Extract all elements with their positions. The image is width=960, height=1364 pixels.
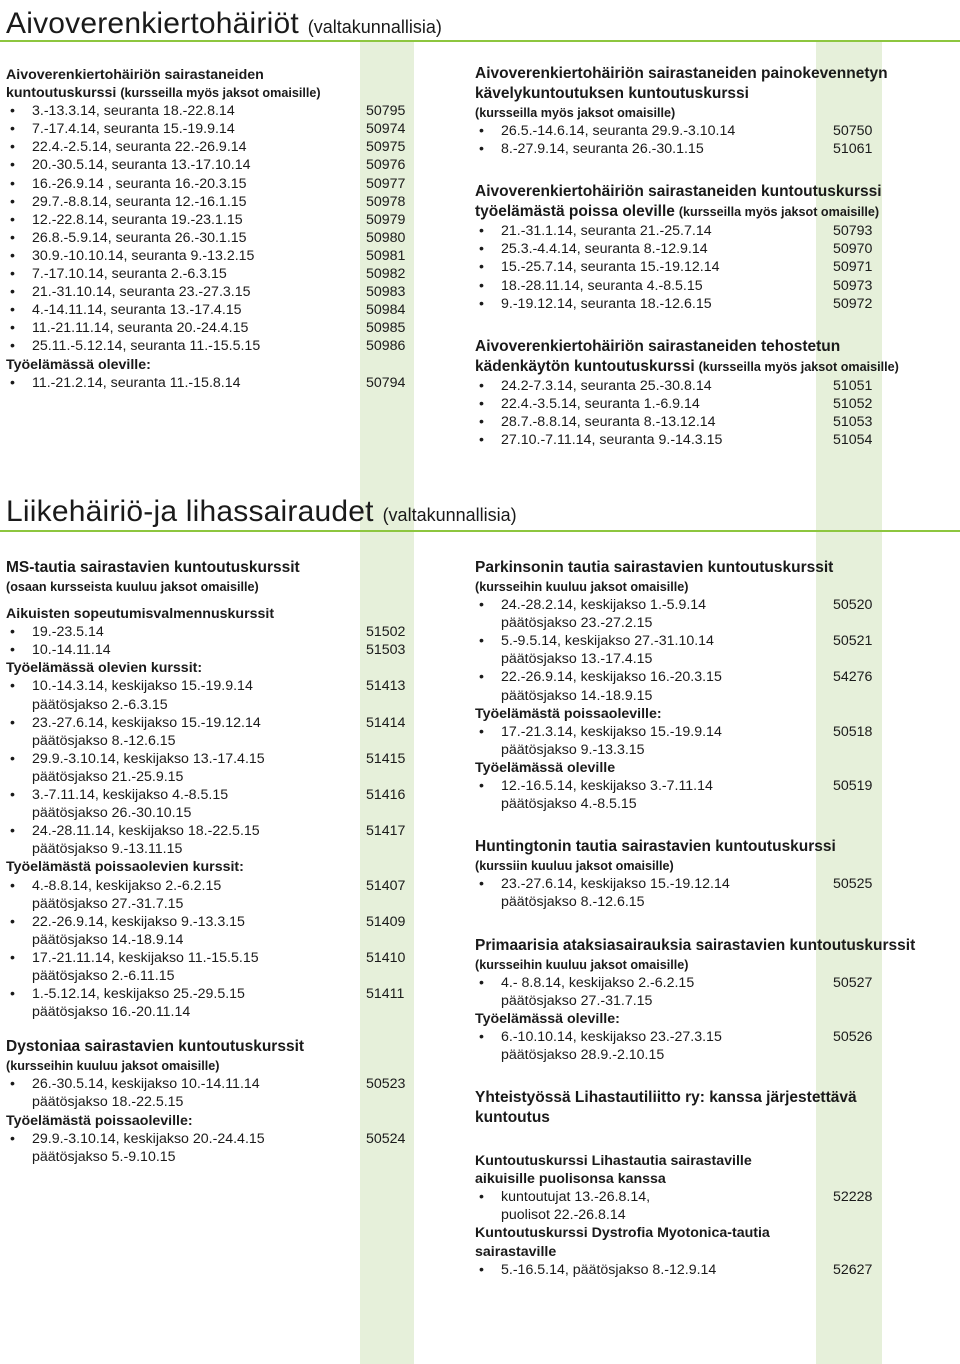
course-code: 50985	[366, 320, 406, 337]
course-dates: 8.-27.9.14, seuranta 26.-30.1.15	[501, 141, 704, 158]
course-final-period: päätösjakso 9.-13.11.15	[32, 841, 183, 858]
course-dates: 21.-31.1.14, seuranta 21.-25.7.14	[501, 223, 712, 240]
course-code: 51417	[366, 823, 406, 840]
course-dates: 11.-21.11.14, seuranta 20.-24.4.15	[32, 320, 249, 337]
course-code: 50974	[366, 121, 406, 138]
course-dates: 15.-25.7.14, seuranta 15.-19.12.14	[501, 259, 720, 276]
course-dates: 30.9.-10.10.14, seuranta 9.-13.2.15	[32, 247, 255, 264]
course-code: 50525	[833, 876, 873, 893]
course-code: 50523	[366, 1076, 406, 1093]
course-code: 50983	[366, 284, 406, 301]
stroke-special-courses	[475, 64, 915, 449]
course-final-period: päätösjakso 5.-9.10.15	[32, 1148, 176, 1165]
course-dates: 29.9.-3.10.14, keskijakso 13.-17.4.15	[32, 750, 265, 767]
course-heading-line: kädenkäytön kuntoutuskurssi (kursseilla myös jaksot omaisille)	[475, 357, 899, 375]
course-dates: 22.4.-2.5.14, seuranta 22.-26.9.14	[32, 139, 247, 156]
course-final-period: päätösjakso 2.-6.3.15	[32, 696, 168, 713]
course-note: (osaan kursseista kuuluu jaksot omaisille)	[6, 580, 259, 594]
course-dates: 10.-14.11.14	[32, 642, 111, 659]
course-code: 52228	[833, 1189, 873, 1206]
course-dates: 11.-21.2.14, seuranta 11.-15.8.14	[32, 374, 241, 391]
course-code: 51409	[366, 913, 406, 930]
course-code: 50527	[833, 974, 873, 991]
course-item	[6, 374, 420, 392]
course-code: 50971	[833, 259, 873, 276]
course-code: 50521	[833, 633, 873, 650]
course-dates: 26.5.-14.6.14, seuranta 29.9.-3.10.14	[501, 123, 736, 140]
course-code: 50970	[833, 241, 873, 258]
course-dates: 12.-16.5.14, keskijakso 3.-7.11.14	[501, 778, 713, 795]
working-label: Työelämässä oleville	[475, 759, 616, 776]
course-note: (kurssiin kuuluu jaksot omaisille)	[475, 859, 674, 874]
section-title-sub: (valtakunnallisia)	[307, 17, 442, 37]
course-code: 50978	[366, 193, 406, 210]
course-item	[6, 156, 420, 174]
course-code: 51053	[833, 413, 873, 430]
course-item	[6, 138, 420, 156]
course-code: 52627	[833, 1261, 873, 1278]
course-dates: 27.10.-7.11.14, seuranta 9.-14.3.15	[501, 432, 723, 449]
course-final-period: päätösjakso 21.-25.9.15	[32, 768, 184, 785]
course-heading: Kuntoutuskurssi Dystrofia Myotonica-tautia	[475, 1225, 770, 1242]
course-item	[6, 319, 420, 337]
course-item	[6, 229, 420, 247]
course-item	[475, 122, 915, 140]
course-item	[475, 140, 915, 158]
course-code: 50518	[833, 723, 873, 740]
course-item	[475, 1028, 925, 1046]
course-item	[475, 295, 915, 313]
course-item	[475, 723, 925, 741]
course-heading: aikuisille puolisonsa kanssa	[475, 1171, 666, 1188]
course-dates: 3.-13.3.14, seuranta 18.-22.8.14	[32, 103, 235, 120]
course-item	[6, 985, 420, 1003]
course-item	[6, 786, 420, 804]
course-dates: 4.- 8.8.14, keskijakso 2.-6.2.15	[501, 974, 695, 991]
course-final-period: päätösjakso 8.-12.6.15	[501, 894, 645, 911]
course-final-period: päätösjakso 16.-20.11.14	[32, 1004, 191, 1021]
course-item	[475, 596, 925, 614]
course-item	[6, 337, 420, 355]
course-item	[475, 258, 915, 276]
stroke-course-list	[6, 66, 420, 392]
course-date-list	[6, 877, 420, 1022]
course-item	[6, 623, 420, 641]
course-date-list	[475, 875, 925, 911]
section-title-sub: (valtakunnallisia)	[382, 505, 517, 525]
course-code: 51413	[366, 678, 406, 695]
course-final-period: päätösjakso 27.-31.7.15	[501, 992, 653, 1009]
course-final-period: päätösjakso 8.-12.6.15	[32, 732, 176, 749]
course-final-period: päätösjakso 23.-27.2.15	[501, 615, 653, 632]
course-heading: Aivoverenkiertohäiriön sairastaneiden	[6, 67, 264, 83]
course-heading: kävelykuntoutuksen kuntoutuskurssi	[475, 85, 749, 102]
course-dates: 1.-5.12.14, keskijakso 25.-29.5.15	[32, 986, 245, 1003]
course-heading-line: kuntoutuskurssi (kursseilla myös jaksot omaisille)	[6, 85, 321, 102]
course-item	[475, 974, 925, 992]
course-item	[475, 668, 925, 686]
adult-label: Aikuisten sopeutumisvalmennuskurssit	[6, 606, 275, 623]
course-dates: 22.-26.9.14, keskijakso 9.-13.3.15	[32, 913, 245, 930]
course-date-list	[6, 623, 420, 659]
course-item	[475, 875, 925, 893]
course-dates: 28.7.-8.8.14, seuranta 8.-13.12.14	[501, 413, 716, 430]
course-code: 50980	[366, 229, 406, 246]
course-item	[475, 222, 915, 240]
course-dates: 9.-19.12.14, seuranta 18.-12.6.15	[501, 295, 712, 312]
course-item	[475, 413, 915, 431]
course-item	[6, 714, 420, 732]
course-code: 51503	[366, 642, 406, 659]
course-final-period: päätösjakso 26.-30.10.15	[32, 805, 192, 822]
course-item	[6, 120, 420, 138]
course-code: 51411	[366, 986, 405, 1003]
course-dates: 17.-21.3.14, keskijakso 15.-19.9.14	[501, 723, 722, 740]
course-dates: 26.-30.5.14, keskijakso 10.-14.11.14	[32, 1076, 260, 1093]
course-item	[475, 240, 915, 258]
working-label: Työelämässä oleville:	[6, 356, 151, 373]
course-item	[6, 102, 420, 120]
course-item	[475, 1261, 925, 1279]
course-code: 50793	[833, 223, 873, 240]
course-code: 54276	[833, 669, 873, 686]
course-code: 50979	[366, 211, 406, 228]
course-final-period: päätösjakso 14.-18.9.15	[501, 687, 653, 704]
course-final-period: päätösjakso 18.-22.5.15	[32, 1094, 184, 1111]
course-heading: Dystoniaa sairastavien kuntoutuskurssit	[6, 1038, 305, 1056]
course-item	[6, 913, 420, 931]
course-heading: Kuntoutuskurssi Lihastautia sairastaville	[475, 1153, 752, 1170]
course-item	[6, 283, 420, 301]
course-note: (kursseihin kuuluu jaksot omaisille)	[475, 957, 689, 972]
course-code: 50976	[366, 157, 406, 174]
course-dates: 25.3.-4.4.14, seuranta 8.-12.9.14	[501, 241, 708, 258]
course-code: 50984	[366, 302, 406, 319]
course-date-list	[6, 677, 420, 858]
course-code: 50981	[366, 247, 406, 264]
course-item	[6, 750, 420, 768]
course-dates: 7.-17.10.14, seuranta 2.-6.3.15	[32, 266, 227, 283]
course-dates: 25.11.-5.12.14, seuranta 11.-15.5.15	[32, 338, 261, 355]
course-code: 50519	[833, 778, 873, 795]
course-dates: 17.-21.11.14, keskijakso 11.-15.5.15	[32, 949, 259, 966]
course-heading: Huntingtonin tautia sairastavien kuntoutuskurssi	[475, 838, 836, 856]
course-dates: 5.-9.5.14, keskijakso 27.-31.10.14	[501, 633, 714, 650]
course-code: 50524	[366, 1130, 406, 1147]
course-code: 50973	[833, 277, 873, 294]
course-item	[6, 247, 420, 265]
section-title-main: Aivoverenkiertohäiriöt	[6, 7, 299, 40]
course-date-list	[6, 374, 420, 392]
course-final-period: puolisot 22.-26.8.14	[501, 1207, 626, 1224]
course-item	[6, 211, 420, 229]
section-title-main: Liikehäiriö-ja lihassairaudet	[6, 495, 374, 528]
course-heading: Primaarisia ataksiasairauksia sairastavien kuntoutuskurssit	[475, 936, 916, 954]
course-item	[475, 277, 915, 295]
away-label: Työelämästä poissaoleville:	[6, 1112, 193, 1129]
course-item	[475, 431, 915, 449]
course-code: 51414	[366, 714, 406, 731]
course-item	[6, 877, 420, 895]
ms-dystonia-courses	[6, 558, 420, 1166]
course-final-period: päätösjakso 13.-17.4.15	[501, 651, 653, 668]
course-date-list	[475, 377, 915, 449]
course-dates: 22.-26.9.14, keskijakso 16.-20.3.15	[501, 669, 722, 686]
section-title-aivoverenkiertohairiot	[6, 4, 442, 41]
course-date-list	[6, 102, 420, 355]
course-item	[475, 632, 925, 650]
course-dates: 19.-23.5.14	[32, 624, 104, 641]
course-dates: 22.4.-3.5.14, seuranta 1.-6.9.14	[501, 395, 700, 412]
course-date-list	[6, 1075, 420, 1111]
course-item	[475, 395, 915, 413]
course-heading: MS-tautia sairastavien kuntoutuskurssit	[6, 559, 300, 576]
course-code: 51407	[366, 877, 406, 894]
course-dates: 12.-22.8.14, seuranta 19.-23.1.15	[32, 211, 243, 228]
course-dates: 23.-27.6.14, keskijakso 15.-19.12.14	[32, 714, 261, 731]
course-item	[6, 175, 420, 193]
course-code: 50526	[833, 1028, 873, 1045]
away-label: Työelämästä poissaoleville:	[475, 705, 662, 722]
course-code: 50977	[366, 175, 406, 192]
course-code: 51061	[833, 141, 873, 158]
course-item	[6, 1130, 420, 1148]
course-heading: Aivoverenkiertohäiriön sairastaneiden kuntoutuskurssi	[475, 183, 882, 201]
course-item	[6, 949, 420, 967]
course-heading: Parkinsonin tautia sairastavien kuntoutuskurssit	[475, 559, 834, 576]
course-date-list	[475, 596, 925, 705]
course-code: 51410	[366, 949, 406, 966]
course-note: (kursseihin kuuluu jaksot omaisille)	[6, 1059, 220, 1074]
course-note: (kursseilla myös jaksot omaisille)	[475, 106, 676, 120]
course-item	[6, 677, 420, 695]
section-divider	[0, 40, 960, 42]
course-heading: Aivoverenkiertohäiriön sairastaneiden tehostetun	[475, 337, 841, 355]
course-code: 51502	[366, 624, 406, 641]
course-code: 50982	[366, 266, 406, 283]
section-divider	[0, 530, 960, 532]
course-final-period: päätösjakso 28.9.-2.10.15	[501, 1046, 665, 1063]
course-code: 50795	[366, 103, 406, 120]
working-label: Työelämässä oleville:	[475, 1010, 620, 1027]
course-date-list	[475, 122, 915, 158]
course-item	[6, 1075, 420, 1093]
course-item	[6, 301, 420, 319]
course-date-list	[475, 222, 915, 312]
course-dates: 5.-16.5.14, päätösjakso 8.-12.9.14	[501, 1261, 717, 1278]
course-code: 50520	[833, 597, 873, 614]
course-dates: 4.-8.8.14, keskijakso 2.-6.2.15	[32, 877, 222, 894]
course-date-list	[475, 777, 925, 813]
course-item	[475, 777, 925, 795]
course-dates: kuntoutujat 13.-26.8.14,	[501, 1189, 651, 1206]
course-date-list	[475, 974, 925, 1010]
course-dates: 7.-17.4.14, seuranta 15.-19.9.14	[32, 121, 235, 138]
course-dates: 6.-10.10.14, keskijakso 23.-27.3.15	[501, 1028, 722, 1045]
course-date-list	[475, 1028, 925, 1064]
course-dates: 20.-30.5.14, seuranta 13.-17.10.14	[32, 157, 251, 174]
course-item	[6, 822, 420, 840]
course-code: 51052	[833, 395, 873, 412]
section-title-liikehairio	[6, 492, 517, 529]
course-code: 50972	[833, 295, 873, 312]
course-dates: 4.-14.11.14, seuranta 13.-17.4.15	[32, 302, 242, 319]
course-code: 51051	[833, 377, 873, 394]
course-dates: 16.-26.9.14 , seuranta 16.-20.3.15	[32, 175, 247, 192]
course-final-period: päätösjakso 14.-18.9.14	[32, 931, 184, 948]
parkinson-and-other-courses	[475, 558, 925, 1279]
course-code: 50794	[366, 374, 406, 391]
course-code: 51054	[833, 432, 873, 449]
course-dates: 18.-28.11.14, seuranta 4.-8.5.15	[501, 277, 703, 294]
course-final-period: päätösjakso 2.-6.11.15	[32, 967, 175, 984]
course-final-period: päätösjakso 4.-8.5.15	[501, 796, 637, 813]
course-item	[475, 1188, 925, 1206]
away-label: Työelämästä poissaolevien kurssit:	[6, 859, 244, 876]
course-dates: 21.-31.10.14, seuranta 23.-27.3.15	[32, 284, 251, 301]
working-label: Työelämässä olevien kurssit:	[6, 660, 203, 677]
course-heading-line: työelämästä poissa oleville (kursseilla myös jaksot omaisille)	[475, 203, 880, 221]
course-code: 51415	[366, 750, 406, 767]
course-dates: 26.8.-5.9.14, seuranta 26.-30.1.15	[32, 229, 247, 246]
course-dates: 29.7.-8.8.14, seuranta 12.-16.1.15	[32, 193, 247, 210]
course-code: 50750	[833, 123, 873, 140]
course-final-period: päätösjakso 27.-31.7.15	[32, 895, 184, 912]
course-heading: Aivoverenkiertohäiriön sairastaneiden painokevennetyn	[475, 65, 888, 82]
course-heading: Yhteistyössä Lihastautiliitto ry: kanssa järjestettävä kuntoutus	[475, 1089, 857, 1127]
course-code: 50975	[366, 139, 406, 156]
course-item	[6, 641, 420, 659]
course-date-list	[475, 723, 925, 759]
course-dates: 29.9.-3.10.14, keskijakso 20.-24.4.15	[32, 1130, 265, 1147]
course-date-list	[6, 1130, 420, 1166]
course-dates: 23.-27.6.14, keskijakso 15.-19.12.14	[501, 876, 730, 893]
course-dates: 24.-28.11.14, keskijakso 18.-22.5.15	[32, 823, 260, 840]
course-code: 50986	[366, 338, 406, 355]
course-heading: sairastaville	[475, 1243, 557, 1260]
course-dates: 24.-28.2.14, keskijakso 1.-5.9.14	[501, 597, 707, 614]
course-dates: 3.-7.11.14, keskijakso 4.-8.5.15	[32, 787, 229, 804]
course-dates: 24.2-7.3.14, seuranta 25.-30.8.14	[501, 377, 712, 394]
course-code: 51416	[366, 787, 406, 804]
course-final-period: päätösjakso 9.-13.3.15	[501, 741, 645, 758]
course-item	[475, 377, 915, 395]
course-dates: 10.-14.3.14, keskijakso 15.-19.9.14	[32, 678, 253, 695]
course-item	[6, 193, 420, 211]
course-item	[6, 265, 420, 283]
course-note: (kursseihin kuuluu jaksot omaisille)	[475, 580, 689, 594]
